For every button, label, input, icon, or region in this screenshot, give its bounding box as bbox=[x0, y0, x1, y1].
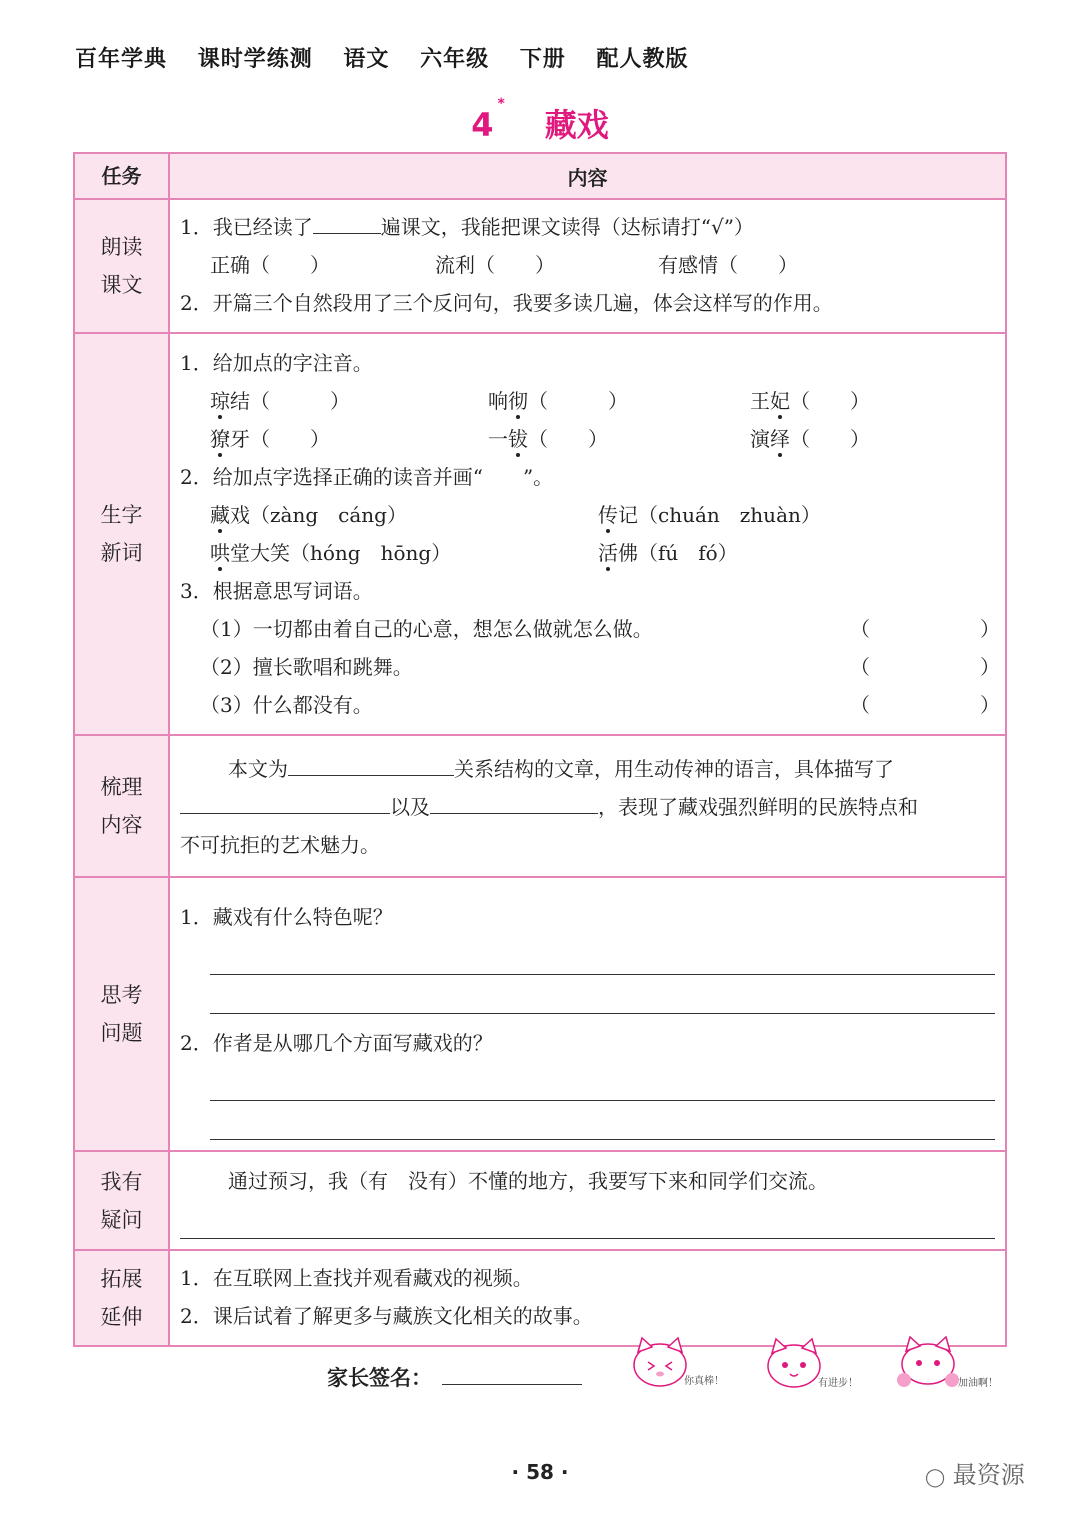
section-reading: 1．我已经读了 遍课文，我能把课文读得（达标请打“√”） 正确（ ） 流利（ ） 有感情（ ） 2．开篇三个自然段用了三个反问句，我要多读几遍，体会这样写的作用。 bbox=[169, 199, 1006, 333]
content-blank-2[interactable] bbox=[430, 789, 598, 814]
answer-line-1b[interactable] bbox=[210, 975, 995, 1014]
question-prompt: 通过预习，我（有 没有）不懂的地方，我要写下来和同学们交流。 bbox=[228, 1169, 828, 1193]
choice-item-1[interactable]: 藏戏（zàng cáng） bbox=[210, 503, 407, 527]
cat-sticker-progress[interactable]: 有进步！ bbox=[762, 1330, 872, 1395]
header-edition: 配人教版 bbox=[596, 47, 689, 72]
section-label-reading: 朗读 课文 bbox=[74, 199, 169, 333]
signature-blank[interactable] bbox=[442, 1360, 582, 1385]
pinyin-item-6[interactable]: 演绎（ ） bbox=[750, 427, 870, 451]
choice-item-4[interactable]: 活佛（fú fó） bbox=[598, 541, 738, 565]
header-book: 课时学练测 bbox=[197, 47, 313, 72]
extend-task-1: 1．在互联网上查找并观看藏戏的视频。 bbox=[180, 1266, 533, 1290]
pinyin-item-2[interactable]: 响彻（ ） bbox=[488, 389, 628, 413]
words-question-3: 3．根据意思写词语。 bbox=[180, 579, 373, 603]
reading-task-2: 2．开篇三个自然段用了三个反问句，我要多读几遍，体会这样写的作用。 bbox=[180, 291, 833, 315]
section-question bbox=[169, 1151, 1006, 1250]
choice-item-3[interactable]: 哄堂大笑（hóng hōng） bbox=[210, 541, 452, 565]
think-question-1: 1．藏戏有什么特色呢？ bbox=[180, 905, 393, 929]
lesson-title-text: 藏戏 bbox=[544, 106, 609, 144]
lesson-title bbox=[0, 96, 1080, 146]
cat-sticker-cheer[interactable]: 加油啊！ bbox=[896, 1330, 1006, 1395]
pinyin-item-5[interactable]: 一钹（ ） bbox=[488, 427, 608, 451]
parent-signature: 家长签名： bbox=[327, 1360, 582, 1392]
cat-sticker-great[interactable]: 你真棒！ bbox=[628, 1330, 738, 1395]
header-subject: 语文 bbox=[343, 47, 390, 72]
book-header bbox=[75, 42, 710, 73]
section-label-words: 生字 新词 bbox=[74, 333, 169, 735]
meaning-3: （3）什么都没有。 bbox=[200, 693, 373, 717]
choice-item-2[interactable]: 传记（chuán zhuàn） bbox=[598, 503, 821, 527]
lesson-number: 4* bbox=[471, 96, 505, 144]
question-answer-line[interactable] bbox=[180, 1200, 995, 1239]
column-header-content: 内容 bbox=[169, 153, 1006, 199]
pinyin-item-1[interactable]: 琼结（ ） bbox=[210, 389, 350, 413]
page-number: · 58 · bbox=[511, 1460, 569, 1484]
words-question-2: 2．给加点字选择正确的读音并画“ ”。 bbox=[180, 465, 554, 489]
watermark: ◯ 最资源 bbox=[925, 1461, 1025, 1489]
option-fluent[interactable]: 流利（ ） bbox=[435, 253, 555, 277]
answer-line-1a[interactable] bbox=[210, 936, 995, 975]
header-grade: 六年级 bbox=[420, 47, 490, 72]
think-question-2: 2．作者是从哪几个方面写藏戏的？ bbox=[180, 1031, 493, 1055]
meaning-2: （2）擅长歌唱和跳舞。 bbox=[200, 655, 413, 679]
section-label-think: 思考 问题 bbox=[74, 877, 169, 1151]
words-question-1: 1．给加点的字注音。 bbox=[180, 351, 373, 375]
section-label-question: 我有 疑问 bbox=[74, 1151, 169, 1250]
section-think bbox=[169, 877, 1006, 1151]
answer-line-2b[interactable] bbox=[210, 1101, 995, 1140]
section-summary: 本文为 关系结构的文章，用生动传神的语言，具体描写了 以及 ，表现了藏戏强烈鲜明的民族特点和 不可抗拒的艺术魅力。 bbox=[169, 735, 1006, 877]
extend-task-2: 2．课后试着了解更多与藏族文化相关的故事。 bbox=[180, 1304, 593, 1328]
wechat-icon: ◯ bbox=[925, 1467, 946, 1488]
read-count-blank[interactable] bbox=[313, 209, 381, 234]
section-label-summary: 梳理 内容 bbox=[74, 735, 169, 877]
content-blank-1[interactable] bbox=[180, 789, 390, 814]
option-correct[interactable]: 正确（ ） bbox=[210, 253, 330, 277]
header-volume: 下册 bbox=[519, 47, 566, 72]
column-header-task: 任务 bbox=[74, 153, 169, 199]
answer-line-2a[interactable] bbox=[210, 1062, 995, 1101]
header-series: 百年学典 bbox=[75, 47, 168, 72]
pinyin-item-3[interactable]: 王妃（ ） bbox=[750, 389, 870, 413]
structure-blank[interactable] bbox=[288, 751, 454, 776]
worksheet-table bbox=[73, 152, 1007, 1347]
option-expressive[interactable]: 有感情（ ） bbox=[658, 253, 798, 277]
meaning-1: （1）一切都由着自己的心意，想怎么做就怎么做。 bbox=[200, 617, 653, 641]
section-words: 1．给加点的字注音。 琼结（ ） 响彻（ ） 王妃（ ） 獠牙（ ） 一钹（ ） 演绎（ ） 2．给加点字选择正确的读音并画“ ”。 藏戏（zàng cáng） 传记（chuán zhuàn） 哄堂大笑（hóng hōng） 活佛（fú fó） 3．根据意思写词语。 （1）一切都由着自己的心意，想怎么做就怎么做。 （ ） （2）擅长歌唱和跳舞。 （ ） （3）什么都没有。 （ ） bbox=[169, 333, 1006, 735]
reward-stickers bbox=[628, 1330, 1008, 1400]
pinyin-item-4[interactable]: 獠牙（ ） bbox=[210, 427, 330, 451]
section-label-extend: 拓展 延伸 bbox=[74, 1250, 169, 1346]
